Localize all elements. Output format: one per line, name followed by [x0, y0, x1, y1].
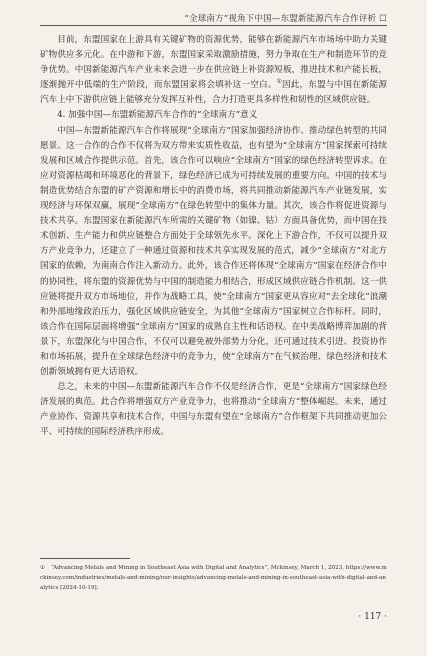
- paragraph-1-text: 目前，东盟国家在上游具有关键矿物的资源优势，能够在新能源汽车市场场中助力关键矿物供应多元化。在中游和下游，东盟国家采取激励措施，努力争取在生产和制造环节的竞争优势。中国新能源汽车产业未来会进一步在供应链上补资源短板，推进技术和产能长板，逐渐抛开中低端的生产阶段，而东盟国家将会填补这一空白。: [40, 35, 387, 91]
- paragraph-3: 总之，未来的中国—东盟新能源汽车合作不仅是经济合作，更是“全球南方”国家绿色经济发展的典范。此合作将增强双方产业竞争力，也将推动“全球南方”整体崛起。未来，通过产业协作、资源共享和技术合作，中国与东盟有望在“全球南方”合作框架下共同推动更加公平、可持续的国际经济秩序形成。: [40, 382, 387, 438]
- footnote-text: “Advancing Metals and Mining in Southeast Asia with Digital and Analytics”, Mckinsey, March 1, 2023, https://www.mckinsey.com/industries/metals-and-mining/our-insights/advancing-metals-and-mining-in-southeast-asia-with-digital-and-analytics [2024-10-19].: [40, 565, 387, 591]
- footnote-rule: [40, 558, 130, 559]
- footnote: [40, 563, 387, 593]
- page-number: · 117 ·: [358, 612, 387, 622]
- body-text: [40, 33, 387, 441]
- footnote-ref[interactable]: ①: [276, 78, 283, 86]
- running-header: “全球南方”视角下中国—东盟新能源汽车合作评析 ☐: [184, 14, 387, 24]
- header-rule: [40, 25, 387, 26]
- footnote-marker: ①: [40, 565, 46, 571]
- paragraph-1: [40, 33, 387, 108]
- paragraph-2: 中国—东盟新能源汽车合作将展现“全球南方”国家加强经济协作、推动绿色转型的共同愿景。这一合作的合作不仅将为双方带来实质性收益，也有望为“全球南方”国家探索可持续发展和区域合作提供示范。首先，该合作可以响应“全球南方”国家的绿色经济转型诉求。在应对资源枯竭和环境恶化的背景下，绿色经济已成为可持续发展的重要方向。中国的技术与制造优势结合东盟的矿产资源和增长中的消费市场，将共同推动新能源汽车产业链发展，实现经济与环保双赢，展现“全球南方”在绿色转型中的集体力量。其次，该合作将促进资源与技术共享。东盟国家在新能源汽车所需的关键矿物（如镍、钴）方面具备优势，而中国在技术创新、生产能力和供应链整合方面处于全球领先水平。深化上下游合作，不仅可以提升双方产业竞争力，还建立了一种通过资源和技术共享实现发展的范式，减少“全球南方”对北方国家的依赖，为南南合作注入新动力。此外，该合作还将体现“全球南方”国家在经济合作中的协同性，将东盟的资源优势与中国的制造能力相结合，形成区域供应链合作机制。这一供应链将提升双方市场地位，并作为战略工具，使“全球南方”国家更从容应对“去全球化”浪潮和外部地缘政治压力，强化区域供应链安全，为其他“全球南方”国家树立合作标杆。同时，该合作在国际层面将增强“全球南方”国家的成熟自主性和话语权。在中美战略博弈加剧的背景下，东盟深化与中国合作，不仅可以避免被外部势力分化，还可通过技术引进、投资协作和市场拓展，提升在全球绿色经济中的竞争力，使“全球南方”在气候治理、绿色经济和技术创新领域拥有更大话语权。: [40, 125, 387, 378]
- paragraph-1-tail: 因此，东盟与中国在新能源汽车上中下游供应链上能够充分发挥互补性，合力打造更具多样性和韧性的区域供应链。: [40, 80, 387, 106]
- section-heading: 4. 加强中国—东盟新能源汽车合作的“全球南方”意义: [57, 110, 258, 121]
